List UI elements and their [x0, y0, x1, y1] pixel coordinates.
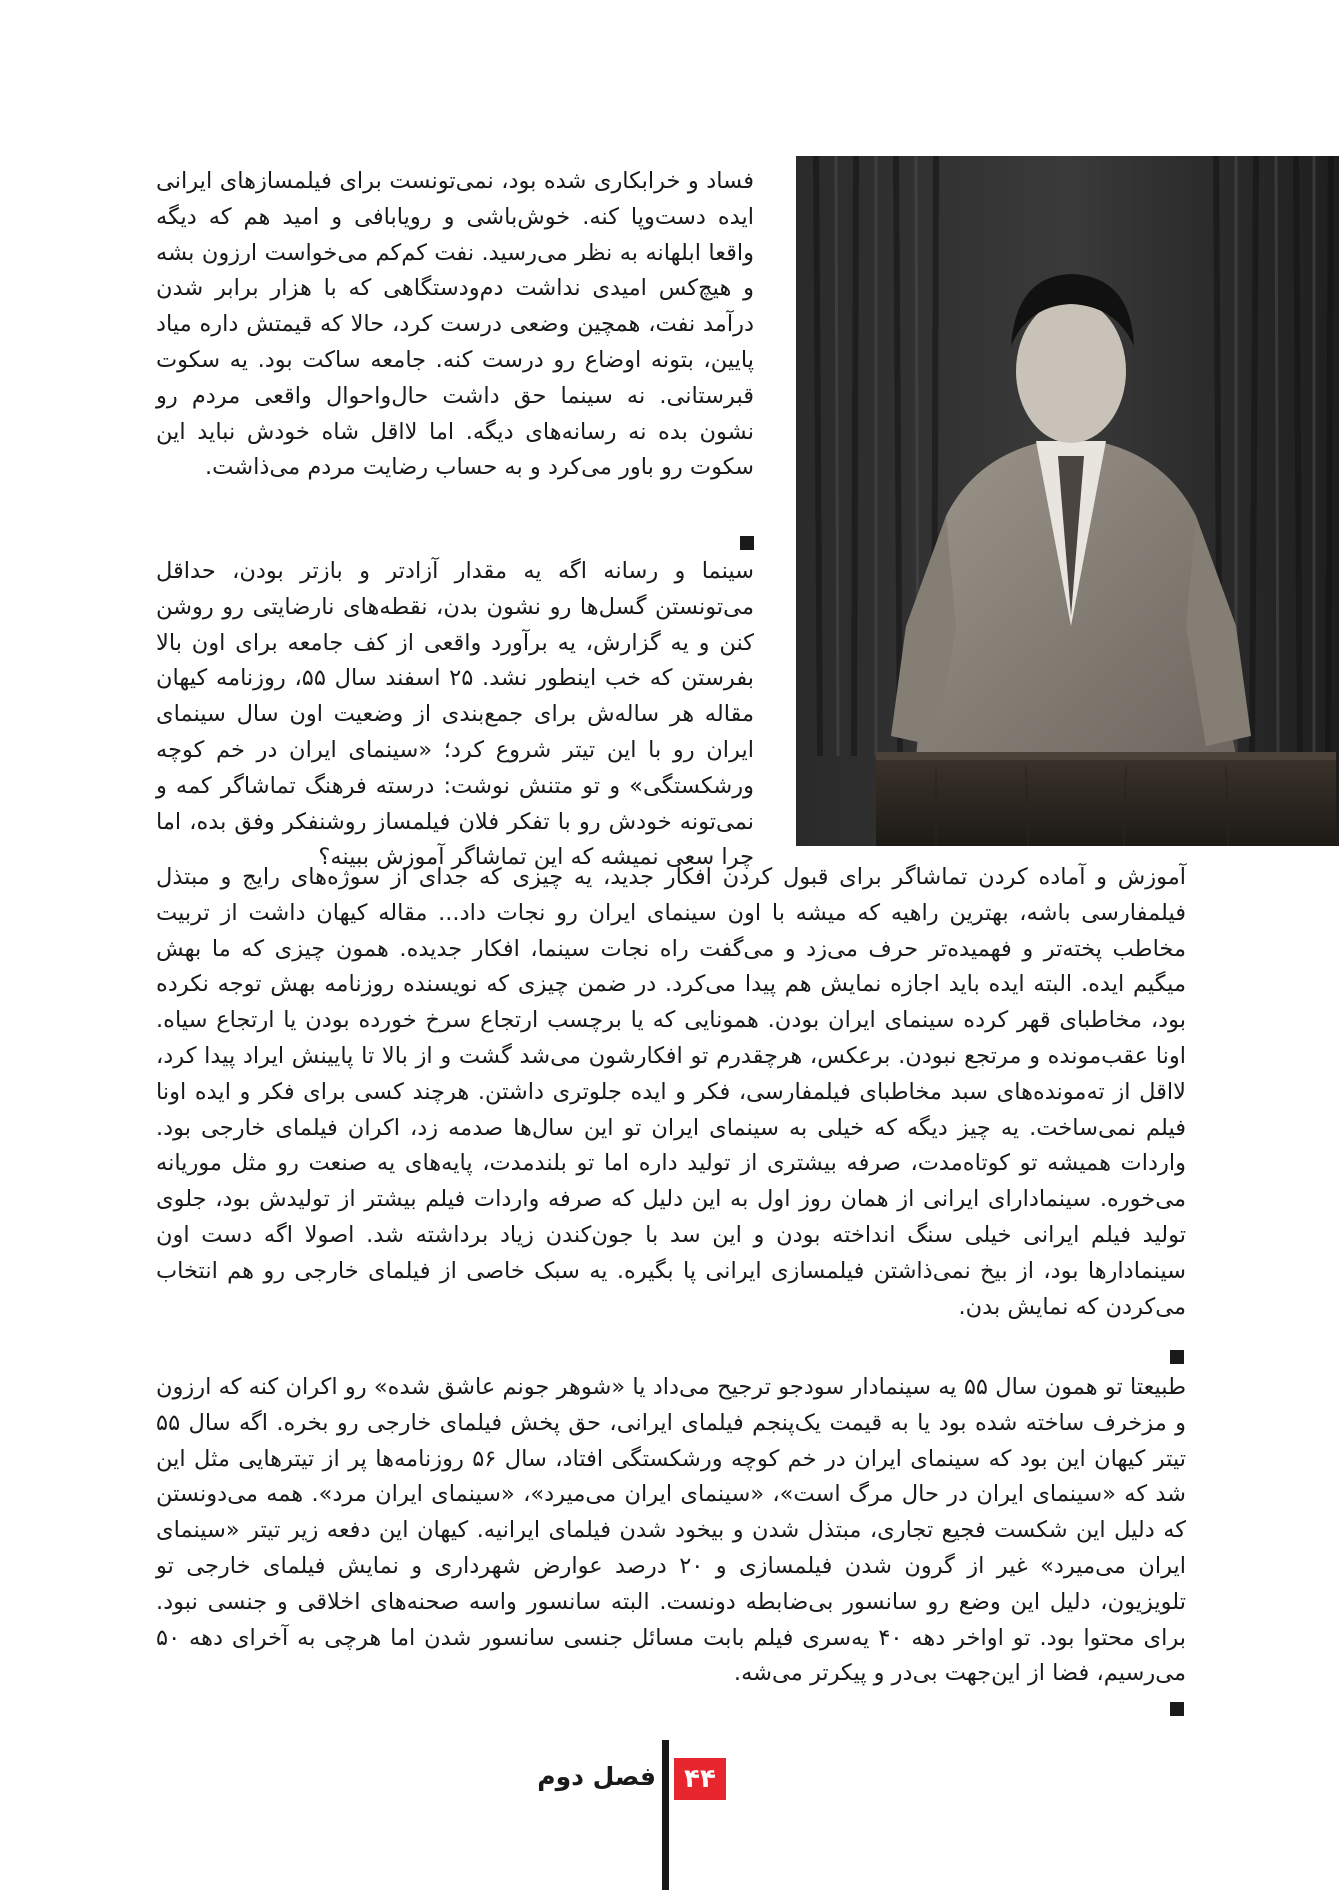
section-marker [1170, 1702, 1184, 1716]
section-marker [1170, 1350, 1184, 1364]
paragraph-top: فساد و خرابکاری شده بود، نمی‌تونست برای فیلمسازهای ایرانی ایده دست‌وپا کنه. خوش‌باشی و رویابافی و امید هم که دیگه واقعا ابلهانه به نظر می‌رسید. نفت کم‌کم می‌خواست ارزون بشه و هیچ‌کس امیدی نداشت دم‌ودستگاهی که با هزار برابر شدن درآمد نفت، همچین وضعی درست کرد، حالا که قیمتش داره میاد پایین، بتونه اوضاع رو درست کنه. جامعه ساکت بود. یه سکوت قبرستانی. نه سینما حق داشت حال‌واحوال واقعی مردم رو نشون بده نه رسانه‌های دیگه. اما لااقل شاه خودش نباید این سکوت رو باور می‌کرد و به حساب رضایت مردم می‌ذاشت. [156, 168, 754, 481]
page-number: ۴۴ [674, 1758, 726, 1800]
paragraph-wide-two: طبیعتا تو همون سال ۵۵ یه سینمادار سودجو ترجیح می‌داد یا «شوهر جونم عاشق شده» رو اکران کنه که ارزون و مزخرف ساخته شده بود یا به قیمت یک‌پنجم فیلمای ایرانی، حق پخش فیلمای خارجی رو بخره. اگه سال ۵۵ تیتر کیهان این بود که سینمای ایران در خم کوچه ورشکستگی افتاد، سال ۵۶ روزنامه‌ها پر از تیترهایی مثل این شد که «سینمای ایران در حال مرگ است»، «سینمای ایران می‌میرد»، «سینمای ایران مرد». همه می‌دونستن که دلیل این شکست فجیع تجاری، مبتذل شدن و بیخود شدن فیلمای ایرانیه. کیهان این دفعه زیر تیتر «سینمای ایران می‌میرد» غیر از گرون شدن فیلمسازی و ۲۰ درصد عوارض شهرداری و نمایش فیلمای خارجی تو تلویزیون، دلیل این وضع رو سانسور بی‌ضابطه دونست. البته سانسور واسه صحنه‌های اخلاقی و جنسی نبود. برای محتوا بود. تو اواخر دهه ۴۰ یه‌سری فیلم بابت مسائل جنسی سانسور شدن اما هرچی به آخرای دهه ۵۰ می‌رسیم، فضا از این‌جهت بی‌در و پیکرتر می‌شه. [156, 1374, 1187, 1687]
speaker-photo [796, 156, 1339, 846]
chapter-label: فصل دوم [537, 1762, 656, 1791]
section-marker [740, 536, 754, 550]
man-at-podium-image [796, 156, 1339, 846]
paragraph-wide-one: آموزش و آماده کردن تماشاگر برای قبول کردن افکار جدید، یه چیزی که جدای از سوژه‌های رایج و مبتذل فیلمفارسی باشه، بهترین راهیه که میشه با اون سینمای ایران رو نجات داد... مقاله کیهان داشت از تربیت مخاطب پخته‌تر و فهمیده‌تر حرف می‌زد و می‌گفت راه نجات سینما، افکار جدیده. همون چیزی که ما بهش میگیم ایده. البته ایده باید اجازه نمایش هم پیدا می‌کرد. در ضمن چیزی که نویسنده روزنامه بهش توجه نکرده بود، مخاطبای قهر کرده سینمای ایران بودن. همونایی که یا برچسب ارتجاع سرخ خورده بودن یا ارتجاع سیاه. اونا عقب‌مونده و مرتجع نبودن. برعکس، هرچقدرم تو افکارشون می‌شد گشت و از بالا تا پایینش ایراد پیدا کرد، لااقل از ته‌مونده‌های سبد مخاطبای فیلمفارسی، فکر و ایده جلوتری داشتن. هرچند کسی برای فکر و ایده اونا فیلم نمی‌ساخت. یه چیز دیگه که خیلی به سینمای ایران تو این سال‌ها صدمه زد، اکران فیلمای خارجی بود. واردات همیشه تو کوتاه‌مدت، صرفه بیشتری از تولید داره اما تو بلندمدت، پایه‌های یه صنعت رو مثل موریانه می‌خوره. سینمادارای ایرانی از همان روز اول به این دلیل که صرفه واردات فیلم بیشتر از تولیدش بود، جلوی تولید فیلم ایرانی خیلی سنگ انداخته بودن و این سد با جون‌کندن زیاد برداشته شد. اصولا اگه دست اون سینمادارها بود، از بیخ نمی‌ذاشتن فیلمسازی ایرانی پا بگیره. یه سبک خاصی از فیلمای خارجی رو هم انتخاب می‌کردن که نمایش بدن. [156, 864, 1186, 1320]
folio-rule [662, 1740, 669, 1890]
paragraph-middle: سینما و رسانه اگه یه مقدار آزادتر و بازتر بودن، حداقل می‌تونستن گسل‌ها رو نشون بدن، نقطه‌های نارضایتی رو روشن کنن و یه گزارش، یه برآورد واقعی از کف جامعه برای اون بالا بفرستن که خب اینطور نشد. ۲۵ اسفند سال ۵۵، روزنامه کیهان مقاله هر ساله‌ش برای جمع‌بندی از وضعیت اون سال سینمای ایران رو با این تیتر شروع کرد؛ «سینمای ایران در خم کوچه ورشکستگی» و تو متنش نوشت: درسته فرهنگ تماشاگر کمه و نمی‌تونه خودش رو با تفکر فلان فیلمساز روشنفکر وفق بده، اما چرا سعی نمیشه که این تماشاگر آموزش ببینه؟ [156, 558, 754, 871]
